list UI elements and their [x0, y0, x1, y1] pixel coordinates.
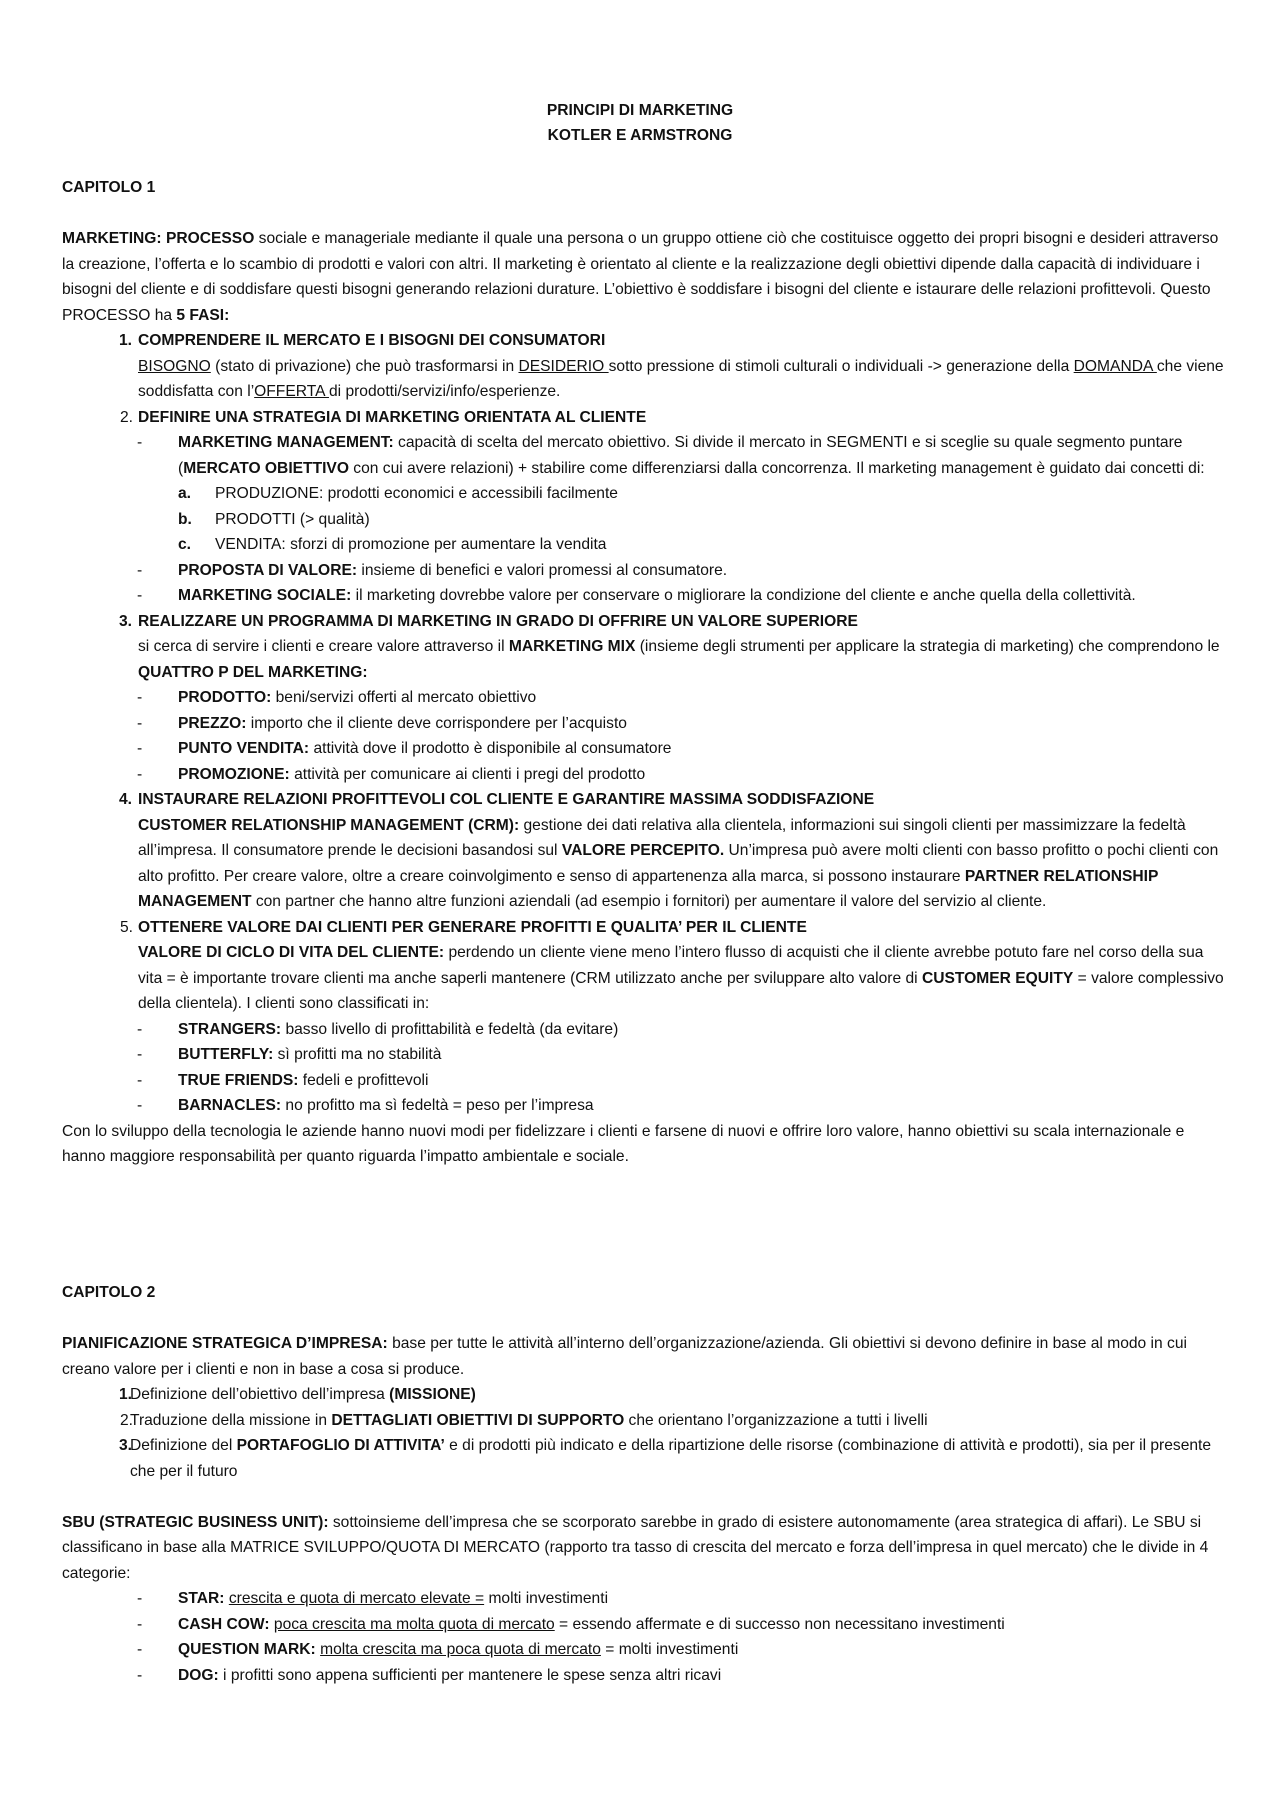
list-item: - MARKETING MANAGEMENT: capacità di scelta del mercato obiettivo. Si divide il mercato in SEGMENTI e si sceglie su quale segmento puntare (MERCATO OBIETTIVO con cui avere relazioni) + stabilire come differenziarsi dalla concorrenza. Il marketing management è guidato dai concetti di:: [137, 434, 1205, 477]
list-item: 1. Definizione dell’obiettivo dell’impresa (MISSIONE): [118, 1386, 476, 1403]
list-item: - BARNACLES: no profitto ma sì fedeltà = peso per l’impresa: [137, 1097, 594, 1114]
list-item: a. PRODUZIONE: prodotti economici e accessibili facilmente: [178, 485, 618, 502]
chapter-1-heading: CAPITOLO 1: [62, 179, 156, 196]
phase-4-title: INSTAURARE RELAZIONI PROFITTEVOLI COL CLIENTE E GARANTIRE MASSIMA SODDISFAZIONE: [138, 791, 875, 808]
list-item: - PROPOSTA DI VALORE: insieme di benefici e valori promessi al consumatore.: [137, 561, 728, 579]
marketing-definition: MARKETING: PROCESSO sociale e manageriale mediante il quale una persona o un gruppo ottiene ciò che costituisce oggetto dei propri bisogni e desideri attraverso la creazione, l’offerta e lo scambio di prodotti e valori con altri. Il marketing è orientato al cliente e la realizzazione degli obiettivi dipende dalla capacità di individuare i bisogni del cliente e di soddisfare questi bisogni generando relazioni durature. L’obiettivo è soddisfare i bisogni del cliente e istaurare delle relazioni profittevoli. Questo PROCESSO ha 5 FASI:: [62, 230, 1219, 324]
list-item: - BUTTERFLY: sì profitti ma no stabilità: [137, 1046, 442, 1063]
phase-3-title: REALIZZARE UN PROGRAMMA DI MARKETING IN GRADO DI OFFRIRE UN VALORE SUPERIORE: [138, 612, 858, 630]
list-item: - CASH COW: poca crescita ma molta quota di mercato = essendo affermate e di successo non necessitano investimenti: [137, 1615, 1005, 1633]
strategic-planning-definition: PIANIFICAZIONE STRATEGICA D’IMPRESA: base per tutte le attività all’interno dell’organizzazione/azienda. Gli obiettivi si devono definire in base al modo in cui creano valore per i clienti e non in base a cosa si produce.: [62, 1335, 1187, 1378]
document-title: PRINCIPI DI MARKETING: [546, 102, 734, 119]
phase-1-title: COMPRENDERE IL MERCATO E I BISOGNI DEI CONSUMATORI: [138, 332, 606, 349]
phase-3: 3. REALIZZARE UN PROGRAMMA DI MARKETING IN GRADO DI OFFRIRE UN VALORE SUPERIORE si cerca di servire i clienti e creare valore attraverso il MARKETING MIX (insieme degli strumenti per applicare la strategia di marketing) che comprendono le QUATTRO P DEL MARKETING:: [62, 609, 1224, 686]
phase-4: 4. INSTAURARE RELAZIONI PROFITTEVOLI COL CLIENTE E GARANTIRE MASSIMA SODDISFAZIONE CUSTOMER RELATIONSHIP MANAGEMENT (CRM): gestione dei dati relativa alla clientela, informazioni sui singoli clienti per massimizzare la fedeltà all’impresa. Il consumatore prende le decisioni basandosi sul VALORE PERCEPITO. Un’impresa può avere molti clienti con basso profitto o pochi clienti con alto profitto. Per creare valore, oltre a creare coinvolgimento e senso di appartenenza alla marca, si possono instaurare PARTNER RELATIONSHIP MANAGEMENT con partner che hanno altre funzioni aziendali (ad esempio i fornitori) per aumentare il valore del servizio al cliente.: [62, 787, 1224, 915]
list-item: - STAR: crescita e quota di mercato elevate = molti investimenti: [137, 1590, 609, 1607]
phase-2: 2. DEFINIRE UNA STRATEGIA DI MARKETING ORIENTATA AL CLIENTE: [62, 405, 1224, 431]
list-item: - PUNTO VENDITA: attività dove il prodotto è disponibile al consumatore: [137, 740, 672, 757]
phase-1: 1. COMPRENDERE IL MERCATO E I BISOGNI DEI CONSUMATORI BISOGNO (stato di privazione) che può trasformarsi in DESIDERIO sotto pressione di stimoli culturali o individuali -> generazione della DOMANDA che viene soddisfatta con l’OFFERTA di prodotti/servizi/info/esperienze.: [62, 328, 1224, 405]
chapter-2: [62, 1280, 1224, 1688]
list-item: - MARKETING SOCIALE: il marketing dovrebbe valore per conservare o migliorare la condizione del cliente e anche quella della collettività.: [137, 587, 1136, 604]
list-item: - QUESTION MARK: molta crescita ma poca quota di mercato = molti investimenti: [137, 1641, 739, 1658]
phase-2-title: DEFINIRE UNA STRATEGIA DI MARKETING ORIENTATA AL CLIENTE: [138, 408, 647, 426]
list-item: - STRANGERS: basso livello di profittabilità e fedeltà (da evitare): [137, 1020, 619, 1038]
list-item: 3. Definizione del PORTAFOGLIO DI ATTIVITA’ e di prodotti più indicato e della ripartizione delle risorse (combinazione di attività e prodotti), sia per il presente che per il futuro: [118, 1437, 1212, 1480]
list-item: - PROMOZIONE: attività per comunicare ai clienti i pregi del prodotto: [137, 765, 646, 783]
list-item: - DOG: i profitti sono appena sufficienti per mantenere le spese senza altri ricavi: [137, 1666, 722, 1684]
list-item: - PRODOTTO: beni/servizi offerti al mercato obiettivo: [137, 689, 537, 706]
sbu-definition: SBU (STRATEGIC BUSINESS UNIT): sottoinsieme dell’impresa che se scorporato sarebbe in grado di esistere autonomamente (area strategica di affari). Le SBU si classificano in base alla MATRICE SVILUPPO/QUOTA DI MERCATO (rapporto tra tasso di crescita del mercato e forza dell’impresa in quel mercato) che le divide in 4 categorie:: [62, 1513, 1209, 1582]
chapter-2-heading: CAPITOLO 2: [62, 1284, 156, 1301]
list-item: - PREZZO: importo che il cliente deve corrispondere per l’acquisto: [137, 714, 627, 732]
phase-1-text: BISOGNO (stato di privazione) che può trasformarsi in DESIDERIO sotto pressione di stimoli culturali o individuali -> generazione della DOMANDA che viene soddisfatta con l’OFFERTA di prodotti/servizi/info/esperienze.: [138, 357, 1224, 400]
chapter-1: [62, 175, 1224, 1170]
list-item: c. VENDITA: sforzi di promozione per aumentare la vendita: [178, 536, 607, 553]
list-item: b. PRODOTTI (> qualità): [178, 510, 370, 528]
list-item: - TRUE FRIENDS: fedeli e profittevoli: [137, 1071, 429, 1089]
list-item: 2. Traduzione della missione in DETTAGLIATI OBIETTIVI DI SUPPORTO che orientano l’organizzazione a tutti i livelli: [119, 1411, 928, 1429]
phase-5: 5. OTTENERE VALORE DAI CLIENTI PER GENERARE PROFITTI E QUALITA’ PER IL CLIENTE VALORE DI CICLO DI VITA DEL CLIENTE: perdendo un cliente viene meno l’intero flusso di acquisti che il cliente avrebbe potuto fare nel corso della sua vita = è importante trovare clienti ma anche saperli mantenere (CRM utilizzato anche per sviluppare alto valore di CUSTOMER EQUITY = valore complessivo della clientela). I clienti sono classificati in:: [62, 915, 1224, 1017]
chapter-1-closing: Con lo sviluppo della tecnologia le aziende hanno nuovi modi per fidelizzare i clienti e farsene di nuovi e offrire loro valore, hanno obiettivi su scala internazionale e hanno maggiore responsabilità per quanto riguarda l’impatto ambientale e sociale.: [62, 1122, 1185, 1165]
document-subtitle: KOTLER E ARMSTRONG: [547, 127, 733, 144]
phase-5-title: OTTENERE VALORE DAI CLIENTI PER GENERARE PROFITTI E QUALITA’ PER IL CLIENTE: [138, 918, 807, 936]
